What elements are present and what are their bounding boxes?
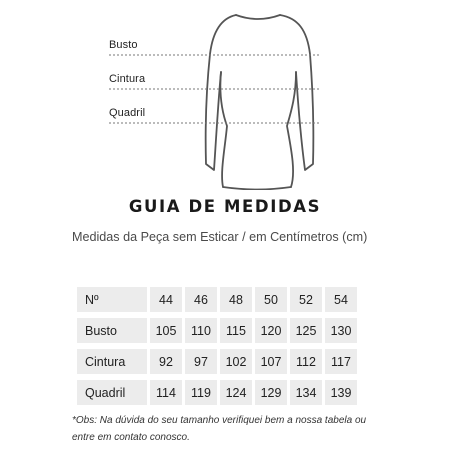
dress-diagram <box>0 0 450 190</box>
table-row <box>77 380 357 405</box>
table-row <box>77 349 357 374</box>
table-cell: 139 <box>325 380 357 405</box>
table-cell: 117 <box>325 349 357 374</box>
table-cell: 92 <box>150 349 182 374</box>
table-cell: 97 <box>185 349 217 374</box>
table-cell: 130 <box>325 318 357 343</box>
table-header-cell: Nº <box>77 287 147 312</box>
table-cell: 110 <box>185 318 217 343</box>
table-header-cell: 44 <box>150 287 182 312</box>
table-cell: 129 <box>255 380 287 405</box>
table-header-cell: 50 <box>255 287 287 312</box>
table-header-cell: 54 <box>325 287 357 312</box>
table-cell: 114 <box>150 380 182 405</box>
table-header-row <box>77 287 357 312</box>
hip-label: Quadril <box>109 107 146 119</box>
table-header-cell: 46 <box>185 287 217 312</box>
table-cell: 125 <box>290 318 322 343</box>
table-cell: 112 <box>290 349 322 374</box>
table-cell: Cintura <box>77 349 147 374</box>
waist-label: Cintura <box>109 73 146 85</box>
table-cell: 102 <box>220 349 252 374</box>
bust-label: Busto <box>109 39 138 51</box>
page-subtitle: Medidas da Peça sem Esticar / em Centímetros (cm) <box>72 230 368 244</box>
table-cell: Busto <box>77 318 147 343</box>
size-table <box>74 281 360 411</box>
dress-outline-icon <box>0 0 450 190</box>
footnote: *Obs: Na dúvida do seu tamanho verifiquei bem a nossa tabela ou entre em contato conosco. <box>72 415 367 443</box>
table-cell: 134 <box>290 380 322 405</box>
table-cell: 107 <box>255 349 287 374</box>
table-row <box>77 318 357 343</box>
table-cell: Quadril <box>77 380 147 405</box>
page-title: GUIA DE MEDIDAS <box>128 197 322 216</box>
table-cell: 124 <box>220 380 252 405</box>
table-header-cell: 48 <box>220 287 252 312</box>
table-cell: 120 <box>255 318 287 343</box>
table-cell: 105 <box>150 318 182 343</box>
table-cell: 119 <box>185 380 217 405</box>
table-cell: 115 <box>220 318 252 343</box>
table-header-cell: 52 <box>290 287 322 312</box>
